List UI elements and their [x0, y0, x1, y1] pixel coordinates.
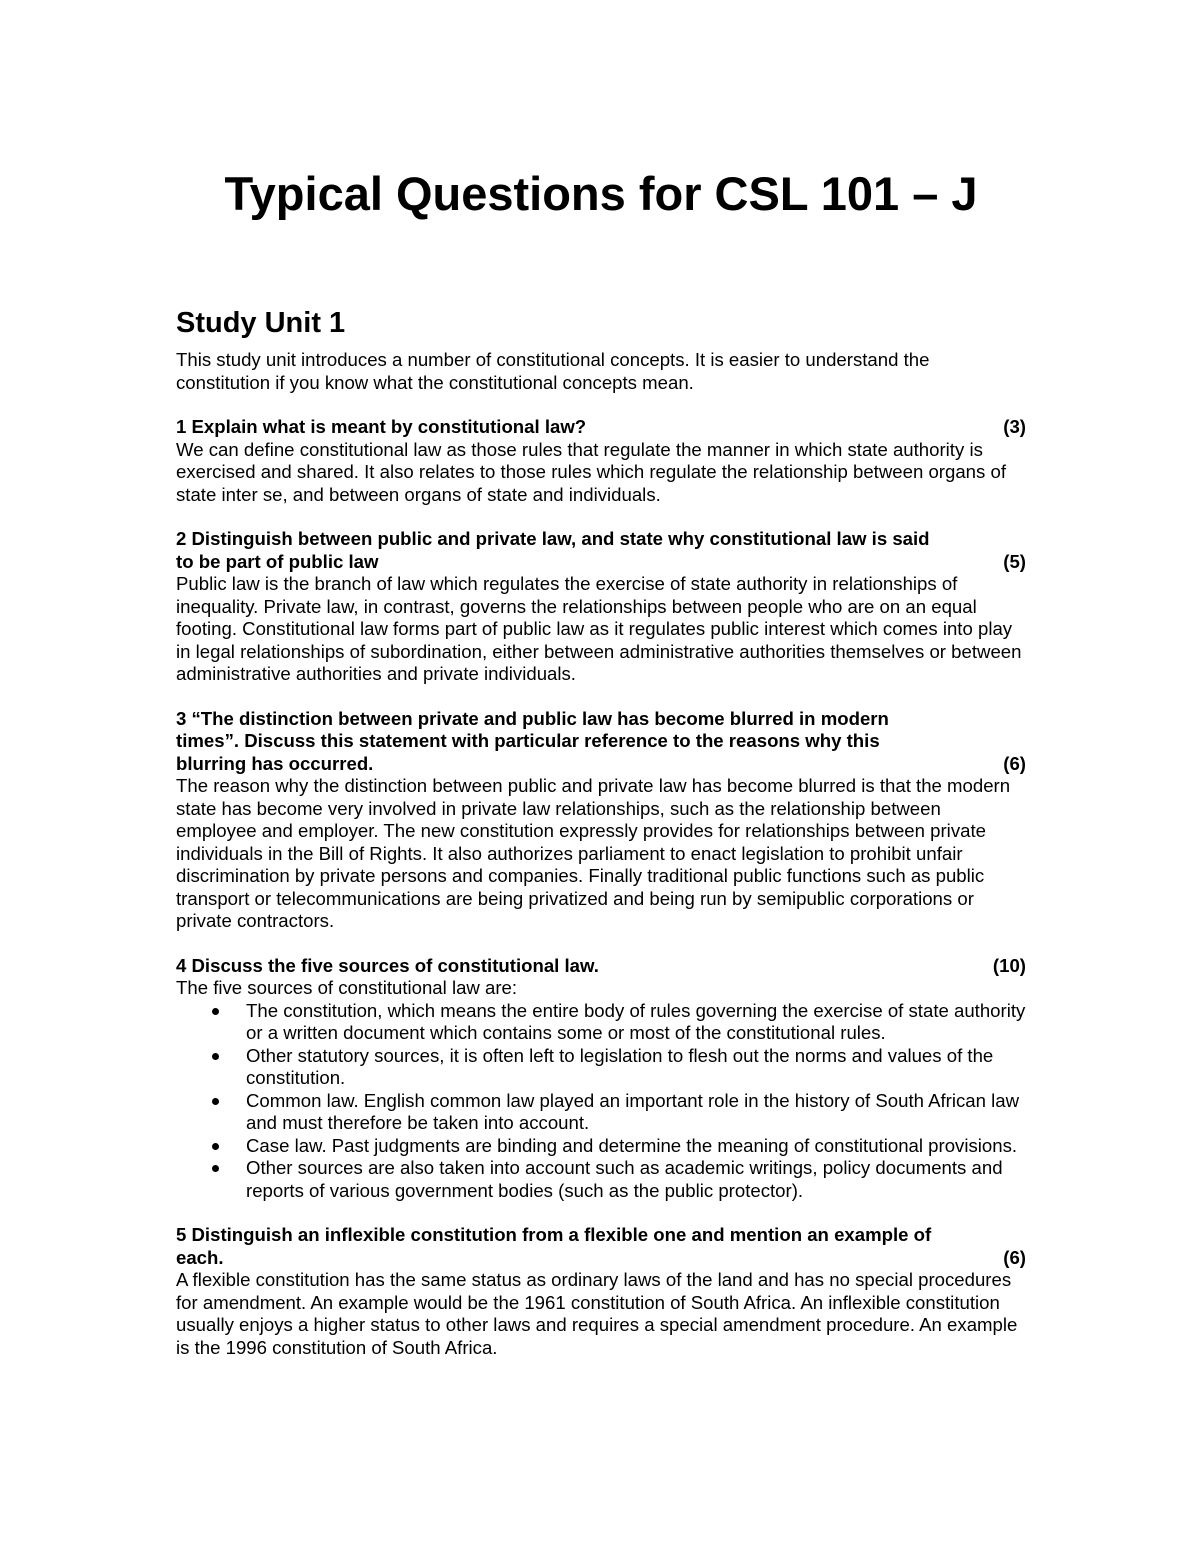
question-heading	[176, 955, 1026, 978]
question-block-1	[176, 416, 1026, 506]
list-item-text: Other sources are also taken into account such as academic writings, policy documents and reports of various government bodies (such as the public protector).	[246, 1157, 1003, 1201]
question-heading	[176, 708, 1026, 776]
bullet-icon	[212, 1008, 219, 1015]
question-marks: (6)	[1003, 752, 1026, 774]
question-text: 3 “The distinction between private and public law has become blurred in modern times”. Discuss this statement with particular reference to the reasons why this blurring has occurred.	[176, 707, 889, 774]
list-item-text: Other statutory sources, it is often left to legislation to flesh out the norms and values of the constitution.	[246, 1044, 994, 1088]
bullet-icon	[212, 1165, 219, 1172]
study-unit-intro: This study unit introduces a number of constitutional concepts. It is easier to understand the constitution if you know what the constitutional concepts mean.	[176, 349, 930, 393]
list-item-text: Common law. English common law played an important role in the history of South African law and must therefore be taken into account.	[246, 1089, 1020, 1133]
question-marks: (5)	[1003, 550, 1026, 572]
question-heading	[176, 528, 1026, 573]
question-block-2	[176, 528, 1026, 686]
list-item-text: The constitution, which means the entire body of rules governing the exercise of state authority or a written document which contains some or most of the constitutional rules.	[246, 999, 1026, 1043]
question-text: 4 Discuss the five sources of constitutional law.	[176, 954, 599, 976]
document-title: Typical Questions for CSL 101 – J	[224, 167, 978, 220]
bullet-icon	[212, 1143, 219, 1150]
question-block-3	[176, 708, 1026, 933]
question-answer: The reason why the distinction between public and private law has become blurred is that the modern state has become very involved in private law relationships, such as the relationship between employee and employer. The new constitution expressly provides for relationships between private individuals in the Bill of Rights. It also authorizes parliament to enact legislation to prohibit unfair discrimination by private persons and companies. Finally traditional public functions such as public transport or telecommunications are being privatized and being run by semipublic corporations or private contractors.	[176, 775, 1011, 931]
question-marks: (3)	[1003, 416, 1026, 437]
list-item	[246, 1000, 1026, 1045]
question-answer: The five sources of constitutional law are:	[176, 977, 518, 998]
list-item	[246, 1135, 1026, 1158]
question-text: 2 Distinguish between public and private law, and state why constitutional law is said to be part of public law	[176, 528, 930, 572]
question-marks: (10)	[992, 954, 1026, 976]
question-answer: We can define constitutional law as those rules that regulate the manner in which state authority is exercised and shared. It also relates to those rules which regulate the relationship between organs of state inter se, and between organs of state and individuals.	[176, 438, 1006, 505]
question-block-5	[176, 1224, 1026, 1359]
question-answer: A flexible constitution has the same status as ordinary laws of the land and has no special procedures for amendment. An example would be the 1961 constitution of South Africa. An inflexible constitution usually enjoys a higher status to other laws and requires a special amendment procedure. An example is the 1996 constitution of South Africa.	[176, 1269, 1018, 1358]
question-block-4	[176, 955, 1026, 1203]
document-content	[176, 304, 1026, 1359]
list-item	[246, 1157, 1026, 1202]
question-heading	[176, 416, 1026, 439]
sources-list	[176, 1000, 1026, 1203]
question-text: 1 Explain what is meant by constitutional law?	[176, 416, 587, 437]
list-item	[246, 1090, 1026, 1135]
bullet-icon	[212, 1098, 219, 1105]
list-item	[246, 1045, 1026, 1090]
list-item-text: Case law. Past judgments are binding and determine the meaning of constitutional provisions.	[246, 1134, 1018, 1156]
question-heading	[176, 1224, 1026, 1269]
bullet-icon	[212, 1053, 219, 1060]
question-answer: Public law is the branch of law which regulates the exercise of state authority in relationships of inequality. Private law, in contrast, governs the relationships between people who are on an equal footing. Constitutional law forms part of public law as it regulates public interest which comes into play in legal relationships of subordination, either between administrative authorities themselves or between administrative authorities and private individuals.	[176, 573, 1022, 684]
question-text: 5 Distinguish an inflexible constitution from a flexible one and mention an example of each.	[176, 1224, 932, 1268]
question-marks: (6)	[1003, 1246, 1026, 1268]
study-unit-heading: Study Unit 1	[176, 307, 346, 339]
